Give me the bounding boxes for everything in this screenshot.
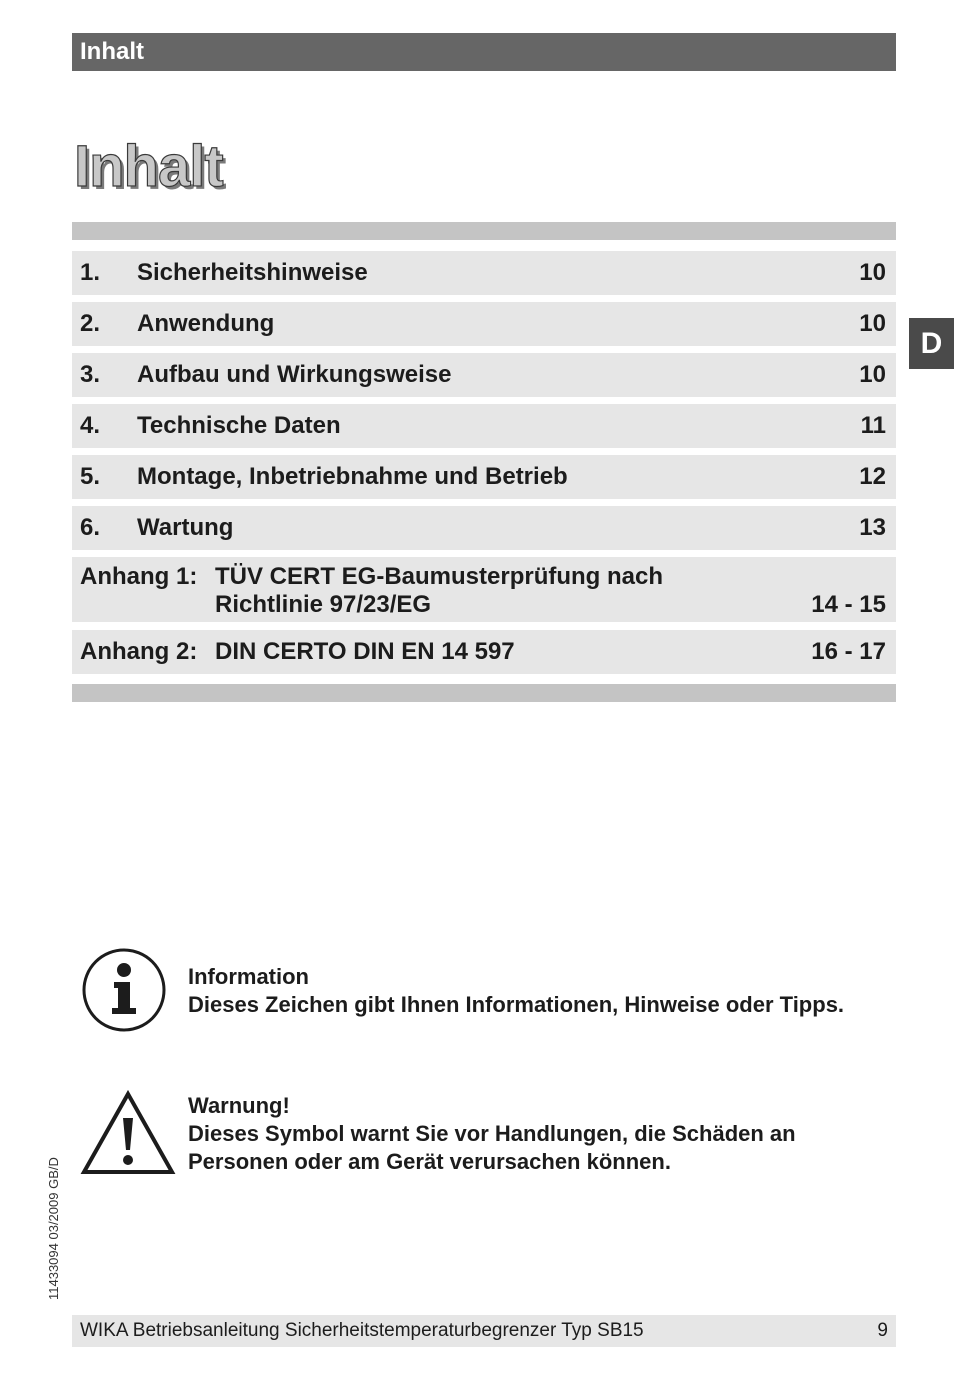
toc-row-4[interactable] (72, 404, 896, 448)
document-code: 11433094 03/2009 GB/D (46, 1157, 61, 1300)
toc-row-1[interactable] (72, 251, 896, 295)
section-header-bar (72, 33, 896, 71)
toc-title: Aufbau und Wirkungsweise (137, 361, 452, 388)
section-header-label: Inhalt (80, 38, 144, 65)
annex-label: Anhang 1: (80, 563, 198, 590)
info-text: Dieses Zeichen gibt Ihnen Informationen, Hinweise oder Tipps. (188, 992, 845, 1017)
toc-page: 14 - 15 (811, 591, 886, 618)
warning-text-line1: Dieses Symbol warnt Sie vor Handlungen, die Schäden an (188, 1121, 796, 1146)
toc-top-rule (72, 222, 896, 240)
toc-page: 10 (859, 310, 886, 337)
language-tab (909, 318, 954, 369)
footer-bar (72, 1315, 896, 1347)
toc-title: Wartung (137, 514, 234, 541)
toc-row-3[interactable] (72, 353, 896, 397)
toc-number: 4. (80, 412, 101, 439)
annex-title-line2: Richtlinie 97/23/EG (215, 591, 432, 618)
warning-icon (80, 1088, 176, 1176)
warning-text-line2: Personen oder am Gerät verursachen können. (188, 1149, 671, 1174)
info-title: Information (188, 964, 309, 989)
toc-row-5[interactable] (72, 455, 896, 499)
toc-bottom-rule (72, 684, 896, 702)
toc-page: 10 (859, 361, 886, 388)
toc-row-annex-2[interactable] (72, 630, 896, 674)
toc-row-2[interactable] (72, 302, 896, 346)
toc-number: 6. (80, 514, 101, 541)
language-tab-label: D (920, 327, 943, 360)
annex-title: DIN CERTO DIN EN 14 597 (215, 638, 515, 665)
toc-row-6[interactable] (72, 506, 896, 550)
toc-page: 16 - 17 (811, 638, 886, 665)
toc-title: Montage, Inbetriebnahme und Betrieb (137, 463, 568, 490)
toc-title: Technische Daten (137, 412, 341, 439)
toc-page: 12 (859, 463, 886, 490)
toc-page: 11 (860, 412, 886, 439)
toc-number: 5. (80, 463, 101, 490)
toc-page: 10 (859, 259, 886, 286)
toc-title: Sicherheitshinweise (137, 259, 368, 286)
warning-title: Warnung! (188, 1093, 290, 1118)
info-note (188, 963, 844, 1019)
page-title: Inhalt (74, 134, 223, 199)
annex-label: Anhang 2: (80, 638, 198, 665)
warning-note (188, 1092, 796, 1176)
toc-title: Anwendung (137, 310, 275, 337)
footer-text: WIKA Betriebsanleitung Sicherheitstemperaturbegrenzer Typ SB15 (80, 1320, 644, 1341)
toc-number: 1. (80, 259, 101, 286)
toc-number: 3. (80, 361, 101, 388)
annex-title: TÜV CERT EG-Baumusterprüfung nach (215, 563, 664, 590)
info-icon (80, 946, 168, 1034)
toc-row-annex-1[interactable] (72, 557, 896, 622)
toc-number: 2. (80, 310, 101, 337)
page-number: 9 (877, 1320, 888, 1341)
toc-page: 13 (859, 514, 886, 541)
